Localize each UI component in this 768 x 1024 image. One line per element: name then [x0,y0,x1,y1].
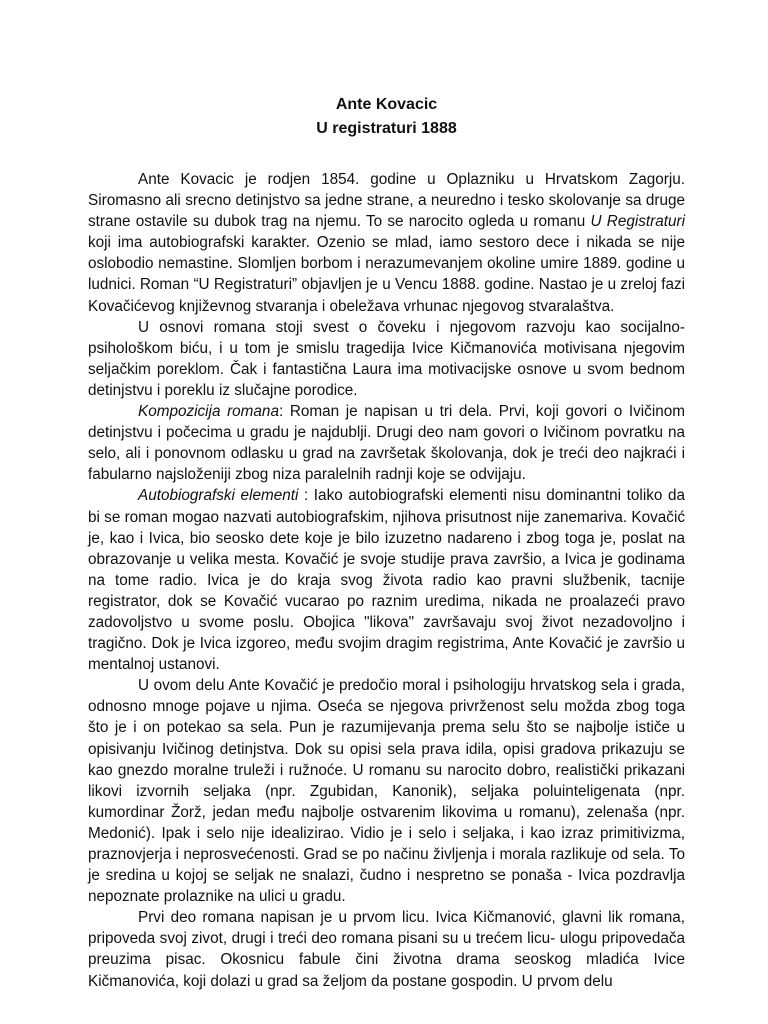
paragraph-text: U osnovi romana stoji svest o čoveku i njegovom razvoju kao socijalno-psihološkom biću, i u tom je smislu tragedija Ivice Kičmanovića motivisana njegovim seljačkim poreklom. Čak i fantastična Laura ima motivacijske osnove u svom bednom detinjstvu i poreklu iz slučajne porodice. [88,318,685,399]
document-subtitle: U registraturi 1888 [316,120,457,137]
body-paragraph [88,401,685,485]
body-paragraph [88,907,685,991]
document-body [88,169,685,992]
italic-text: Autobiografski elementi [138,487,299,505]
body-paragraph [88,675,685,907]
paragraph-text: : Roman je napisan u tri dela. Prvi, koji govori o Ivičinom detinjstvu i počecima u gradu je najdublji. Drugi deo nam govori o Ivičinom povratku na selo, ali i ponovnom odlasku u grad na završetak školovanja, dok je treći deo najkraći i fabularno najsloženiji zbog niza paralelnih radnji koje se odvijaju. [88,403,685,484]
body-paragraph [88,317,685,401]
document-title: Ante Kovacic [335,96,438,113]
italic-text: U Registraturi [590,213,686,231]
paragraph-text: : Iako autobiografski elementi nisu dominantni toliko da bi se roman mogao nazvati autobiografskim, njihova prisutnost nije zanemariva. Kovačić je, kao i Ivica, bio seosko dete koje je bilo izuzetno nadareno i zbog toga je, poslat na obrazovanje u velika mesta. Kovačić je svoje studije prava završio, a Ivica je godinama na tome radio. Ivica je do kraja svog života radio kao pravni službenik, tacnije registrator, dok se Kovačić vucarao po raznim uredima, nikada ne proalazeći pravo zadovoljstvo u svome poslu. Obojica "likova" završavaju svoj život nezadovoljno i tragično. Dok je Ivica izgoreo, među svojim dragim registrima, Ante Kovačić je završio u mentalnoj ustanovi. [88,487,685,674]
body-paragraph [88,169,685,317]
title-block [88,93,685,141]
paragraph-text: koji ima autobiografski karakter. Ozenio se mlad, iamo sestoro dece i nikada se nije oslobodio nemastine. Slomljen borbom i nerazumevanjem okoline umire 1889. godine u ludnici. Roman “U Registraturi” objavljen je u Vencu 1888. godine. Nastao je u zreloj fazi Kovačićevog književnog stvaranja i obeležava vrhunac njegovog stvaralaštva. [88,234,685,315]
paragraph-text: U ovom delu Ante Kovačić je predočio moral i psihologiju hrvatskog sela i grada, odnosno mnoge pojave u njima. Oseća se njegova privrženost selu možda zbog toga što je i on potekao sa sela. Pun je razumijevanja prema selu što se najbolje ističe u opisivanju Ivičinog detinjstva. Dok su opisi sela prava idila, opisi gradova prikazuju se kao gnezdo moralne truleži i ružnoće. U romanu su narocito dobro, realistički prikazani likovi izvornih seljaka (npr. Zgubidan, Kanonik), seljaka poluinteligenata (npr. kumordinar Žorž, jedan među najbolje ostvarenim likovima u romanu), zelenaša (npr. Medonić). Ipak i selo nije idealizirao. Vidio je i selo i seljaka, i kao izraz primitivizma, praznovjerja i neprosvećenosti. Grad se po načinu življenja i morala razlikuje od sela. To je sredina u kojoj se seljak ne snalazi, čudno i nespretno se ponaša - Ivica pozdravlja nepoznate prolaznike na ulici u gradu. [88,677,685,906]
italic-text: Kompozicija romana [138,403,279,421]
paragraph-text: Ante Kovacic je rodjen 1854. godine u Oplazniku u Hrvatskom Zagorju. Siromasno ali srecno detinjstvo sa jedne strane, a neuredno i tesko skolovanje sa druge strane ostavile su dubok trag na njemu. To se narocito ogleda u romanu [88,171,685,231]
body-paragraph [88,485,685,675]
paragraph-text: Prvi deo romana napisan je u prvom licu. Ivica Kičmanović, glavni lik romana, pripoveda svoj zivot, drugi i treći deo romana pisani su u trećem licu- ulogu pripovedača preuzima pisac. Okosnicu fabule čini životna drama seoskog mladića Ivice Kičmanovića, koji dolazi u grad sa željom da postane gospodin. U prvom delu [88,909,685,990]
